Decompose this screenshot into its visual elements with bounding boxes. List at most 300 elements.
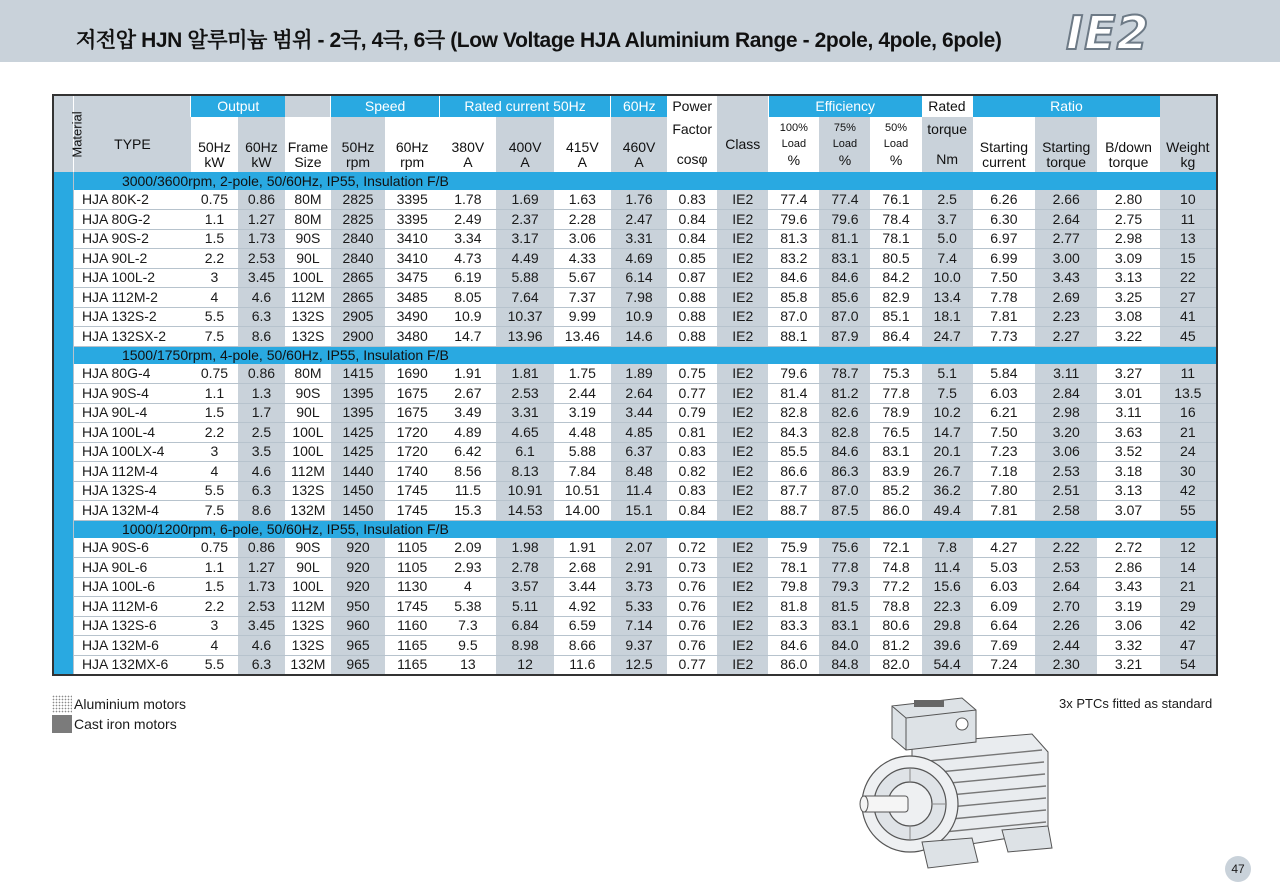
table-cell: 10.9 (439, 307, 496, 327)
table-cell: 2.70 (1035, 597, 1097, 617)
table-cell: 22 (1160, 268, 1217, 288)
table-cell: 0.84 (667, 229, 717, 249)
table-cell: 7.14 (611, 616, 667, 636)
table-cell: 7.18 (973, 462, 1035, 482)
table-cell: 11.4 (611, 481, 667, 501)
table-cell: IE2 (717, 577, 768, 597)
table-cell: 6.03 (973, 577, 1035, 597)
table-cell: 7.80 (973, 481, 1035, 501)
class-group-blank (717, 95, 768, 117)
ratio-group-header: Ratio (973, 95, 1160, 117)
table-cell: 1675 (385, 403, 439, 423)
table-cell: IE2 (717, 481, 768, 501)
table-cell: 6.97 (973, 229, 1035, 249)
table-cell: 100L (285, 423, 331, 443)
table-row (53, 558, 1217, 578)
table-cell: 7.3 (439, 616, 496, 636)
table-cell: 8.98 (496, 636, 553, 656)
table-cell: 7.24 (973, 655, 1035, 675)
ptc-note: 3x PTCs fitted as standard (1059, 696, 1213, 711)
motor-type-cell: HJA 100L-2 (73, 268, 191, 288)
table-row (53, 462, 1217, 482)
table-cell: 1450 (331, 501, 385, 521)
table-cell: 2.86 (1097, 558, 1159, 578)
table-cell: 3.11 (1035, 364, 1097, 384)
table-cell: 2.2 (191, 597, 238, 617)
table-cell: IE2 (717, 268, 768, 288)
table-cell: 1105 (385, 558, 439, 578)
table-cell: 77.2 (870, 577, 921, 597)
table-cell: 6.37 (611, 442, 667, 462)
table-row (53, 501, 1217, 521)
table-cell: 55 (1160, 501, 1217, 521)
table-cell: 2.23 (1035, 307, 1097, 327)
table-cell: 920 (331, 538, 385, 558)
table-cell: 82.9 (870, 288, 921, 308)
table-cell: 3 (191, 616, 238, 636)
table-cell: IE2 (717, 501, 768, 521)
table-cell: 0.84 (667, 501, 717, 521)
table-cell: 0.77 (667, 655, 717, 675)
table-cell: 3475 (385, 268, 439, 288)
table-cell: 3 (191, 442, 238, 462)
table-cell: 78.8 (870, 597, 921, 617)
table-cell: 8.13 (496, 462, 553, 482)
table-cell: 22.3 (922, 597, 973, 617)
table-cell: 1.1 (191, 558, 238, 578)
table-cell: 14.00 (554, 501, 611, 521)
table-cell: 2.98 (1035, 403, 1097, 423)
table-cell: 84.0 (819, 636, 870, 656)
table-cell: 3.63 (1097, 423, 1159, 443)
table-cell: 1675 (385, 384, 439, 404)
table-cell: 3.32 (1097, 636, 1159, 656)
table-cell: 77.8 (870, 384, 921, 404)
motor-type-cell: HJA 132S-4 (73, 481, 191, 501)
table-cell: 1450 (331, 481, 385, 501)
table-cell: 4 (191, 636, 238, 656)
table-row (53, 403, 1217, 423)
table-cell: 4 (191, 462, 238, 482)
table-cell: 1.89 (611, 364, 667, 384)
table-cell: 7.5 (922, 384, 973, 404)
table-cell: 2.2 (191, 423, 238, 443)
table-cell: 2.78 (496, 558, 553, 578)
table-cell: 7.98 (611, 288, 667, 308)
table-cell: 132M (285, 655, 331, 675)
section-header-row (53, 346, 1217, 364)
motor-type-cell: HJA 90L-6 (73, 558, 191, 578)
efficiency-50-header: 50% Load % (870, 117, 921, 172)
table-cell: 3.17 (496, 229, 553, 249)
table-cell: 9.37 (611, 636, 667, 656)
table-cell: 2.58 (1035, 501, 1097, 521)
motor-type-cell: HJA 112M-4 (73, 462, 191, 482)
table-cell: 78.4 (870, 210, 921, 230)
table-cell: 83.1 (870, 442, 921, 462)
table-cell: 10.2 (922, 403, 973, 423)
table-cell: 7.81 (973, 307, 1035, 327)
table-cell: 4.27 (973, 538, 1035, 558)
table-cell: 2.98 (1097, 229, 1159, 249)
table-cell: 8.48 (611, 462, 667, 482)
table-cell: 0.73 (667, 558, 717, 578)
table-row (53, 538, 1217, 558)
table-cell: 2.75 (1097, 210, 1159, 230)
table-cell: 3.00 (1035, 249, 1097, 269)
table-cell: 86.0 (768, 655, 819, 675)
section-title: 1500/1750rpm, 4-pole, 50/60Hz, IP55, Insulation F/B (73, 346, 1217, 364)
table-cell: 7.5 (191, 501, 238, 521)
table-cell: 6.3 (238, 307, 285, 327)
table-cell: 5.33 (611, 597, 667, 617)
table-row (53, 384, 1217, 404)
table-cell: 132M (285, 501, 331, 521)
table-cell: 2.72 (1097, 538, 1159, 558)
table-cell: 4.65 (496, 423, 553, 443)
table-cell: 1745 (385, 501, 439, 521)
table-cell: 2.44 (1035, 636, 1097, 656)
table-cell: 21 (1160, 423, 1217, 443)
table-cell: 82.8 (819, 423, 870, 443)
table-cell: 81.1 (819, 229, 870, 249)
table-cell: 75.3 (870, 364, 921, 384)
table-cell: 2865 (331, 268, 385, 288)
table-cell: 82.8 (768, 403, 819, 423)
table-cell: 0.84 (667, 210, 717, 230)
table-cell: 2.26 (1035, 616, 1097, 636)
table-cell: 7.84 (554, 462, 611, 482)
table-cell: 1740 (385, 462, 439, 482)
motor-spec-table (52, 94, 1218, 676)
table-cell: 79.6 (768, 210, 819, 230)
table-cell: 0.87 (667, 268, 717, 288)
table-cell: 1.78 (439, 190, 496, 210)
table-cell: 1.98 (496, 538, 553, 558)
table-cell: 1.3 (238, 384, 285, 404)
table-cell: 13.4 (922, 288, 973, 308)
table-cell: 5.38 (439, 597, 496, 617)
table-cell: 1440 (331, 462, 385, 482)
weight-header: Weight kg (1160, 117, 1217, 172)
table-cell: 7.69 (973, 636, 1035, 656)
table-cell: 87.5 (819, 501, 870, 521)
table-cell: 10.37 (496, 307, 553, 327)
table-cell: 112M (285, 597, 331, 617)
table-cell: 1415 (331, 364, 385, 384)
table-cell: 0.83 (667, 190, 717, 210)
table-cell: 2.27 (1035, 327, 1097, 347)
table-cell: 16 (1160, 403, 1217, 423)
table-cell: 132S (285, 307, 331, 327)
table-cell: 2825 (331, 210, 385, 230)
ie2-badge: IE2 (1066, 6, 1150, 60)
table-cell: 132S (285, 481, 331, 501)
table-cell: 965 (331, 636, 385, 656)
table-cell: 1.27 (238, 558, 285, 578)
table-cell: 1105 (385, 538, 439, 558)
table-cell: 0.76 (667, 577, 717, 597)
motor-type-cell: HJA 90S-6 (73, 538, 191, 558)
table-cell: 81.3 (768, 229, 819, 249)
table-cell: 84.6 (768, 636, 819, 656)
table-cell: 90S (285, 538, 331, 558)
table-cell: 2.44 (554, 384, 611, 404)
table-cell: 11.5 (439, 481, 496, 501)
table-cell: 85.1 (870, 307, 921, 327)
table-cell: 87.9 (819, 327, 870, 347)
section-title: 3000/3600rpm, 2-pole, 50/60Hz, IP55, Insulation F/B (73, 172, 1217, 190)
table-cell: 100L (285, 268, 331, 288)
table-row (53, 577, 1217, 597)
table-cell: 1745 (385, 481, 439, 501)
table-cell: 2825 (331, 190, 385, 210)
motor-type-cell: HJA 132M-6 (73, 636, 191, 656)
motor-illustration (852, 692, 1064, 882)
table-cell: 132S (285, 327, 331, 347)
table-cell: 0.86 (238, 364, 285, 384)
table-cell: 1425 (331, 423, 385, 443)
table-cell: 2840 (331, 249, 385, 269)
table-cell: 80.6 (870, 616, 921, 636)
table-cell: 12 (496, 655, 553, 675)
table-cell: 42 (1160, 481, 1217, 501)
table-cell: 2.22 (1035, 538, 1097, 558)
table-cell: 6.42 (439, 442, 496, 462)
table-cell: 81.4 (768, 384, 819, 404)
table-row (53, 616, 1217, 636)
table-cell: 3.13 (1097, 268, 1159, 288)
table-cell: 85.6 (819, 288, 870, 308)
efficiency-100-header: 100% Load % (768, 117, 819, 172)
spec-table-body (53, 172, 1217, 675)
table-cell: 2.47 (611, 210, 667, 230)
table-cell: 78.1 (768, 558, 819, 578)
table-cell: IE2 (717, 616, 768, 636)
table-cell: 2.66 (1035, 190, 1097, 210)
table-cell: 0.81 (667, 423, 717, 443)
legend-cast-iron-label: Cast iron motors (74, 716, 177, 732)
table-cell: IE2 (717, 327, 768, 347)
type-header: TYPE (73, 117, 191, 172)
table-cell: 3.5 (238, 442, 285, 462)
table-cell: 7.4 (922, 249, 973, 269)
table-cell: 7.23 (973, 442, 1035, 462)
table-cell: 90S (285, 229, 331, 249)
motor-type-cell: HJA 112M-6 (73, 597, 191, 617)
table-cell: 2.77 (1035, 229, 1097, 249)
table-cell: 85.8 (768, 288, 819, 308)
table-cell: 18.1 (922, 307, 973, 327)
table-cell: 960 (331, 616, 385, 636)
table-cell: 84.2 (870, 268, 921, 288)
table-cell: 4.6 (238, 636, 285, 656)
table-cell: 79.6 (819, 210, 870, 230)
table-cell: 86.0 (870, 501, 921, 521)
table-cell: 84.3 (768, 423, 819, 443)
table-row (53, 327, 1217, 347)
table-cell: 83.3 (768, 616, 819, 636)
table-cell: 84.6 (768, 268, 819, 288)
breakdown-torque-header: B/down torque (1097, 117, 1159, 172)
table-cell: 3.11 (1097, 403, 1159, 423)
table-cell: 30 (1160, 462, 1217, 482)
table-cell: 77.4 (819, 190, 870, 210)
power-factor-header: Factor cosφ (667, 117, 717, 172)
table-cell: 8.56 (439, 462, 496, 482)
table-cell: 3.06 (1035, 442, 1097, 462)
table-cell: 3.43 (1097, 577, 1159, 597)
motor-type-cell: HJA 132S-2 (73, 307, 191, 327)
table-cell: 3395 (385, 190, 439, 210)
table-cell: 10.0 (922, 268, 973, 288)
table-cell: 4.48 (554, 423, 611, 443)
table-cell: 3.34 (439, 229, 496, 249)
table-cell: 1.1 (191, 210, 238, 230)
table-cell: 6.21 (973, 403, 1035, 423)
table-cell: 3.25 (1097, 288, 1159, 308)
table-cell: 4.6 (238, 462, 285, 482)
table-cell: 2.37 (496, 210, 553, 230)
table-cell: 36.2 (922, 481, 973, 501)
table-cell: 13.5 (1160, 384, 1217, 404)
table-cell: 1.73 (238, 577, 285, 597)
motor-type-cell: HJA 100L-4 (73, 423, 191, 443)
table-cell: IE2 (717, 210, 768, 230)
table-row (53, 268, 1217, 288)
table-cell: 7.37 (554, 288, 611, 308)
table-cell: IE2 (717, 364, 768, 384)
table-cell: 15 (1160, 249, 1217, 269)
table-cell: 54 (1160, 655, 1217, 675)
table-cell: 78.1 (870, 229, 921, 249)
table-cell: 3.31 (611, 229, 667, 249)
table-cell: 13.96 (496, 327, 553, 347)
cast-iron-swatch (52, 715, 72, 733)
table-cell: 3480 (385, 327, 439, 347)
table-cell: 3.45 (238, 268, 285, 288)
table-cell: 0.86 (238, 190, 285, 210)
table-row (53, 210, 1217, 230)
table-cell: 2900 (331, 327, 385, 347)
table-cell: 12.5 (611, 655, 667, 675)
table-cell: 0.83 (667, 442, 717, 462)
table-cell: 6.03 (973, 384, 1035, 404)
table-row (53, 597, 1217, 617)
table-cell: 2.93 (439, 558, 496, 578)
table-cell: 4.85 (611, 423, 667, 443)
table-cell: 87.0 (819, 307, 870, 327)
table-cell: 6.99 (973, 249, 1035, 269)
table-cell: 2.28 (554, 210, 611, 230)
table-cell: 1160 (385, 616, 439, 636)
table-cell: 88.7 (768, 501, 819, 521)
motor-type-cell: HJA 112M-2 (73, 288, 191, 308)
table-cell: 920 (331, 558, 385, 578)
table-cell: 10.51 (554, 481, 611, 501)
table-cell: 77.4 (768, 190, 819, 210)
current-400v-header: 400V A (496, 117, 553, 172)
table-cell: 86.6 (768, 462, 819, 482)
table-cell: 1.27 (238, 210, 285, 230)
table-cell: 1745 (385, 597, 439, 617)
table-cell: 6.14 (611, 268, 667, 288)
table-cell: 3.19 (1097, 597, 1159, 617)
table-cell: 11.4 (922, 558, 973, 578)
rated-torque-header: torque Nm (922, 117, 973, 172)
table-cell: 112M (285, 462, 331, 482)
table-row (53, 655, 1217, 675)
motor-type-cell: HJA 100L-6 (73, 577, 191, 597)
hz60-group-header: 60Hz (611, 95, 667, 117)
table-cell: IE2 (717, 655, 768, 675)
table-cell: 1720 (385, 423, 439, 443)
table-cell: 2.67 (439, 384, 496, 404)
table-cell: 8.05 (439, 288, 496, 308)
table-row (53, 307, 1217, 327)
table-cell: 90L (285, 558, 331, 578)
table-cell: 14.7 (439, 327, 496, 347)
section-title: 1000/1200rpm, 6-pole, 50/60Hz, IP55, Insulation F/B (73, 520, 1217, 538)
table-cell: 84.6 (819, 442, 870, 462)
table-cell: IE2 (717, 636, 768, 656)
power-group-header: Power (667, 95, 717, 117)
table-cell: 2.2 (191, 249, 238, 269)
table-cell: 3.7 (922, 210, 973, 230)
table-cell: 79.8 (768, 577, 819, 597)
table-cell: 4.73 (439, 249, 496, 269)
table-cell: 5.5 (191, 655, 238, 675)
table-cell: 3.06 (1097, 616, 1159, 636)
table-cell: 80M (285, 364, 331, 384)
table-row (53, 190, 1217, 210)
motor-type-cell: HJA 80G-4 (73, 364, 191, 384)
legend-aluminium-label: Aluminium motors (74, 696, 187, 712)
speed-group-header: Speed (331, 95, 439, 117)
table-cell: 5.5 (191, 481, 238, 501)
table-cell: 5.84 (973, 364, 1035, 384)
table-cell: 27 (1160, 288, 1217, 308)
table-cell: 24.7 (922, 327, 973, 347)
table-cell: 4.69 (611, 249, 667, 269)
table-cell: 0.76 (667, 636, 717, 656)
table-cell: 6.3 (238, 481, 285, 501)
motor-type-cell: HJA 90S-4 (73, 384, 191, 404)
table-cell: 2.64 (1035, 577, 1097, 597)
table-cell: IE2 (717, 229, 768, 249)
table-cell: 0.75 (667, 364, 717, 384)
table-cell: 75.6 (819, 538, 870, 558)
table-cell: 3.49 (439, 403, 496, 423)
table-cell: 87.0 (819, 481, 870, 501)
table-cell: 15.6 (922, 577, 973, 597)
starting-current-header: Starting current (973, 117, 1035, 172)
table-cell: 7.78 (973, 288, 1035, 308)
table-cell: 86.3 (819, 462, 870, 482)
table-cell: 1.73 (238, 229, 285, 249)
table-cell: 3490 (385, 307, 439, 327)
table-cell: 1.75 (554, 364, 611, 384)
table-cell: IE2 (717, 288, 768, 308)
frame-group-blank (285, 95, 331, 117)
table-cell: 7.50 (973, 423, 1035, 443)
table-cell: 4 (191, 288, 238, 308)
output-60hz-header: 60Hz kW (238, 117, 285, 172)
table-cell: 75.9 (768, 538, 819, 558)
table-cell: 1165 (385, 655, 439, 675)
table-cell: 84.6 (819, 268, 870, 288)
table-row (53, 229, 1217, 249)
